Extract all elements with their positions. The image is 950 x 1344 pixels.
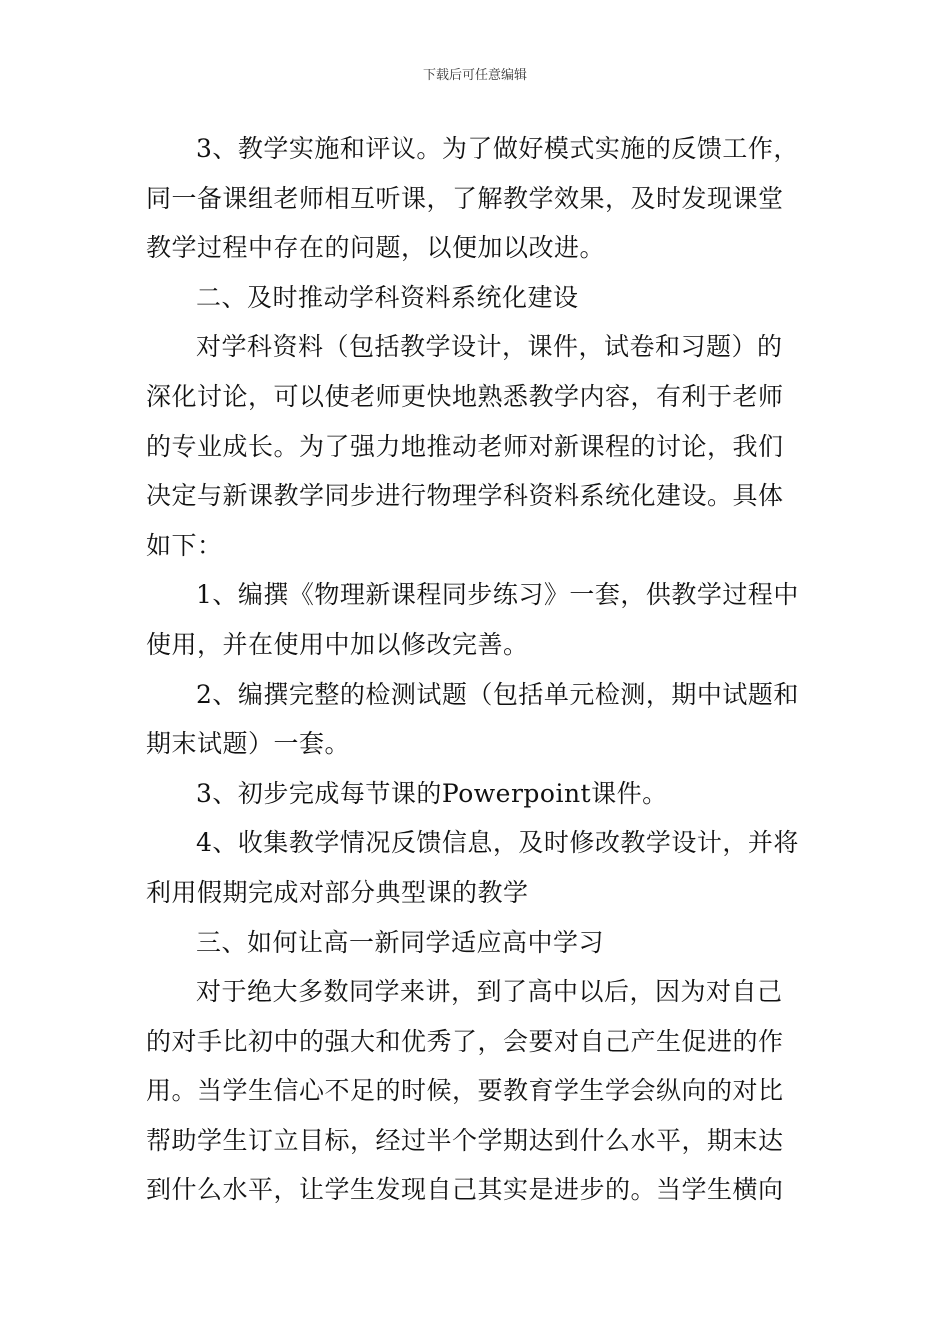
paragraph-line: 3、教学实施和评议。为了做好模式实施的反馈工作， xyxy=(196,134,799,163)
paragraph-line: 深化讨论，可以使老师更快地熟悉教学内容，有利于老师 xyxy=(146,381,784,411)
paragraph-line: 决定与新课教学同步进行物理学科资料系统化建设。具体 xyxy=(146,481,784,511)
paragraph-line: 对学科资料（包括教学设计，课件，试卷和习题）的 xyxy=(196,332,783,362)
paragraph-line: 如下： xyxy=(146,530,223,560)
list-item-line: 3、初步完成每节课的Powerpoint课件。 xyxy=(196,778,668,808)
section-heading: 三、如何让高一新同学适应高中学习 xyxy=(196,927,605,957)
list-item-line: 使用，并在使用中加以修改完善。 xyxy=(146,629,529,659)
list-item-line: 利用假期完成对部分典型课的教学 xyxy=(146,877,529,907)
paragraph-line: 帮助学生订立目标，经过半个学期达到什么水平，期末达 xyxy=(146,1125,784,1155)
page-header: 下载后可任意编辑 xyxy=(422,68,527,83)
paragraph-line: 的对手比初中的强大和优秀了，会要对自己产生促进的作 xyxy=(146,1026,784,1056)
list-item-line: 4、收集教学情况反馈信息，及时修改教学设计，并将 xyxy=(196,828,799,858)
list-item-line: 2、编撰完整的检测试题（包括单元检测，期中试题和 xyxy=(196,679,799,709)
document-body xyxy=(146,124,810,1215)
paragraph-line: 教学过程中存在的问题，以便加以改进。 xyxy=(146,233,606,263)
paragraph-line: 的专业成长。为了强力地推动老师对新课程的讨论，我们 xyxy=(146,431,784,461)
list-item-line: 期末试题）一套。 xyxy=(146,729,351,759)
paragraph-line: 同一备课组老师相互听课，了解教学效果，及时发现课堂 xyxy=(146,183,784,213)
paragraph-line: 用。当学生信心不足的时候，要教育学生学会纵向的对比 xyxy=(146,1076,784,1106)
section-heading: 二、及时推动学科资料系统化建设 xyxy=(196,282,579,312)
paragraph-line: 对于绝大多数同学来讲，到了高中以后，因为对自己 xyxy=(196,977,783,1007)
list-item-line: 1、编撰《物理新课程同步练习》一套，供教学过程中 xyxy=(196,580,799,610)
paragraph-line: 到什么水平，让学生发现自己其实是进步的。当学生横向 xyxy=(146,1175,784,1205)
